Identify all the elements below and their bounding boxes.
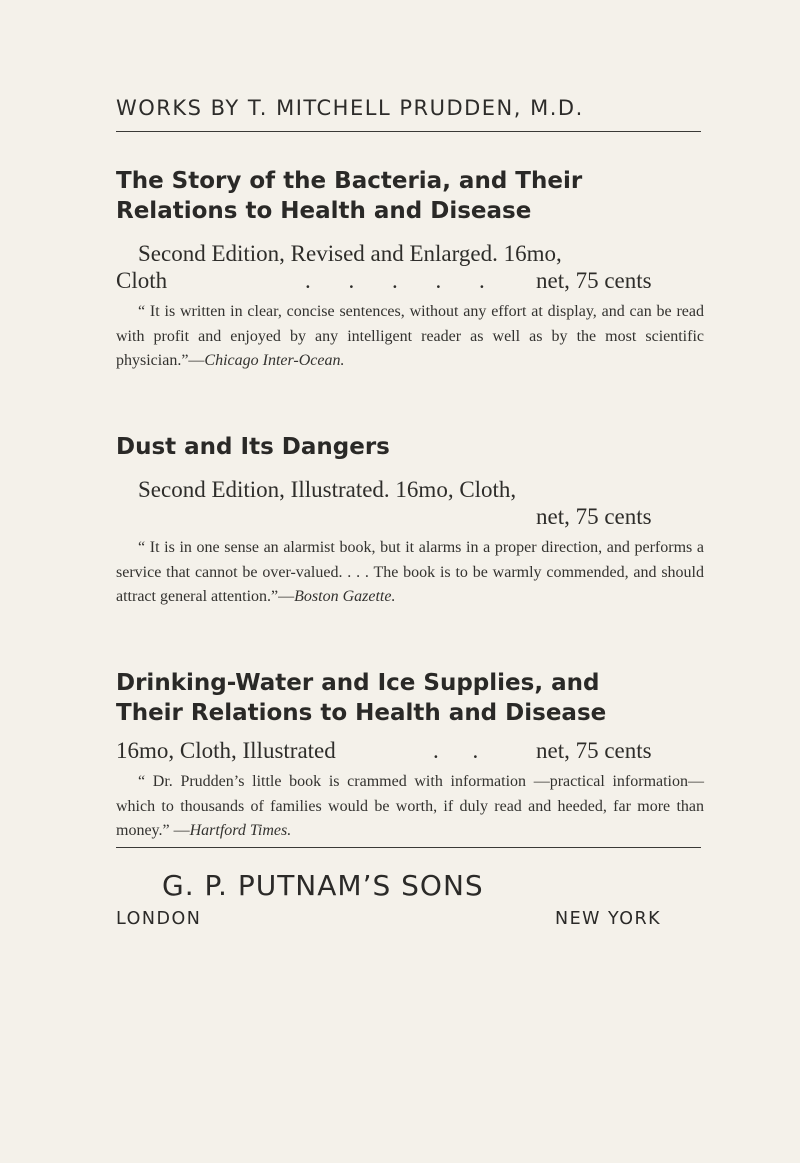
book-2-review [116, 536, 704, 610]
header-rule [116, 131, 701, 132]
page-header: WORKS BY T. MITCHELL PRUDDEN, M.D. [116, 96, 584, 120]
book-3-title-line-2: Their Relations to Health and Disease [116, 700, 607, 726]
book-1-leaders: . . . . . [305, 268, 501, 293]
book-1-review [116, 300, 704, 374]
publisher-city-new-york: NEW YORK [555, 909, 662, 929]
book-1-title-line-1: The Story of the Bacteria, and Their [116, 168, 583, 194]
book-2-source: Boston Gazette. [294, 588, 396, 605]
book-2-quote: “ It is in one sense an alarmist book, but it alarms in a proper direction, and performs a service that cannot be over-valued. . . . The book is to be warmly commended, and should attract general attention.”— [116, 539, 704, 605]
book-2-title: Dust and Its Dangers [116, 434, 390, 460]
book-1-source: Chicago Inter-Ocean. [204, 352, 345, 369]
book-3-binding: 16mo, Cloth, Illustrated [116, 738, 336, 763]
book-2-edition: Second Edition, Illustrated. 16mo, Cloth, [138, 477, 517, 502]
book-1-binding: Cloth [116, 268, 168, 293]
book-1-price: net, 75 cents [536, 268, 652, 293]
publisher-name: G. P. PUTNAM’S SONS [162, 869, 484, 902]
footer-rule [116, 847, 701, 848]
book-3-title-line-1: Drinking-Water and Ice Supplies, and [116, 670, 600, 696]
book-3-price: net, 75 cents [536, 738, 652, 763]
book-1-quote: “ It is written in clear, concise sentences, without any effort at display, and can be read with profit and enjoyed by any intelligent reader as well as by the most scientific physician.”— [116, 303, 704, 369]
publisher-city-london: LONDON [116, 909, 202, 929]
book-3-leaders: . . [433, 738, 493, 763]
book-1-title-line-2: Relations to Health and Disease [116, 198, 532, 224]
book-3-source: Hartford Times. [189, 822, 292, 839]
book-3-review [116, 770, 704, 844]
book-3-quote: “ Dr. Prudden’s little book is crammed with information —practical information—which to thousands of families would be worth, if duly read and heeded, far more than money.” — [116, 773, 704, 839]
book-2-price: net, 75 cents [536, 504, 652, 529]
book-1-edition: Second Edition, Revised and Enlarged. 16mo, [138, 241, 562, 266]
